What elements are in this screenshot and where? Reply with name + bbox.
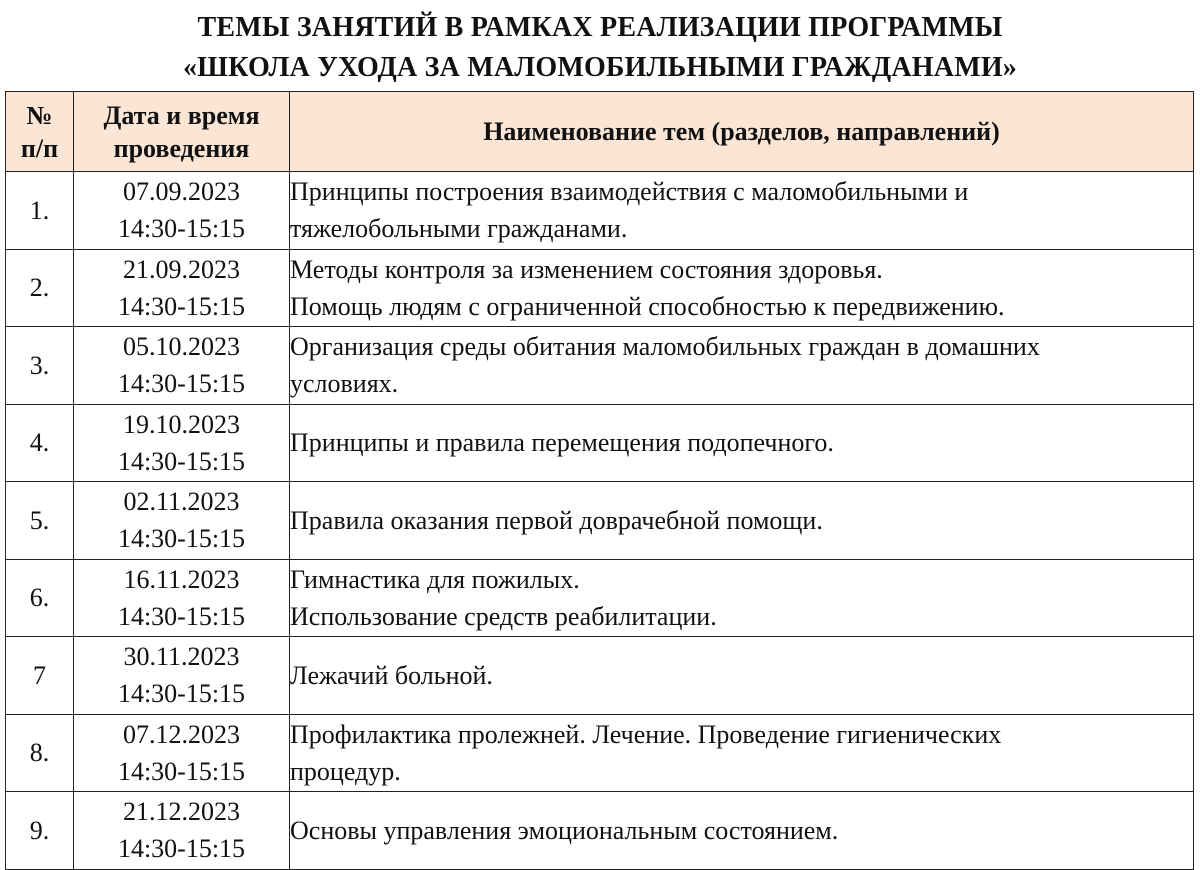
row-time: 14:30-15:15 <box>117 446 246 476</box>
row-topic <box>290 482 1194 560</box>
row-number: 2. <box>6 249 74 327</box>
row-datetime <box>74 714 290 792</box>
table-row <box>6 637 1194 715</box>
row-time: 14:30-15:15 <box>117 369 246 399</box>
row-date: 07.12.2023 <box>123 719 240 749</box>
row-date: 19.10.2023 <box>123 409 240 439</box>
row-topic-line-1: Принципы и правила перемещения подопечного. <box>290 428 834 458</box>
row-topic-line-1: Лежачий больной. <box>290 660 493 690</box>
row-datetime <box>74 172 290 250</box>
row-datetime <box>74 637 290 715</box>
row-number: 8. <box>6 714 74 792</box>
table-row <box>6 714 1194 792</box>
row-topic <box>290 249 1194 327</box>
row-date: 21.09.2023 <box>123 254 240 284</box>
table-row <box>6 792 1194 870</box>
row-topic <box>290 404 1194 482</box>
table-body <box>6 172 1194 870</box>
document-title <box>0 8 1200 88</box>
row-number: 6. <box>6 559 74 637</box>
header-date <box>74 92 290 172</box>
row-date: 05.10.2023 <box>123 332 240 362</box>
row-topic-line-1: Методы контроля за изменением состояния здоровья. <box>290 254 883 284</box>
header-number <box>6 92 74 172</box>
row-date: 07.09.2023 <box>123 177 240 207</box>
table-row <box>6 482 1194 560</box>
row-topic <box>290 714 1194 792</box>
table-row <box>6 327 1194 405</box>
row-number: 4. <box>6 404 74 482</box>
row-topic <box>290 172 1194 250</box>
header-date-line-1: Дата и время <box>103 100 260 130</box>
row-topic-line-1: Организация среды обитания маломобильных граждан в домашних <box>290 332 1040 362</box>
row-datetime <box>74 327 290 405</box>
row-topic-line-1: Основы управления эмоциональным состоянием. <box>290 815 839 845</box>
row-number: 7 <box>6 637 74 715</box>
table-row <box>6 172 1194 250</box>
row-date: 21.12.2023 <box>123 797 240 827</box>
row-topic <box>290 792 1194 870</box>
row-topic-line-1: Правила оказания первой доврачебной помощи. <box>290 505 823 535</box>
row-time: 14:30-15:15 <box>117 214 246 244</box>
row-time: 14:30-15:15 <box>117 601 246 631</box>
row-date: 16.11.2023 <box>123 564 240 594</box>
row-time: 14:30-15:15 <box>117 756 246 786</box>
header-number-line-1: № <box>26 100 53 130</box>
row-date: 02.11.2023 <box>123 487 240 517</box>
row-topic-line-2: условиях. <box>290 369 399 399</box>
topics-table <box>5 91 1194 870</box>
row-number: 1. <box>6 172 74 250</box>
row-time: 14:30-15:15 <box>117 291 246 321</box>
row-datetime <box>74 404 290 482</box>
row-topic-line-2: Использование средств реабилитации. <box>290 601 717 631</box>
row-number: 5. <box>6 482 74 560</box>
row-topic <box>290 637 1194 715</box>
row-time: 14:30-15:15 <box>117 834 246 864</box>
header-number-line-2: п/п <box>20 133 59 163</box>
row-topic-line-1: Принципы построения взаимодействия с маломобильными и <box>290 177 969 207</box>
row-datetime <box>74 482 290 560</box>
table-header-row <box>6 92 1194 172</box>
row-datetime <box>74 249 290 327</box>
row-time: 14:30-15:15 <box>117 679 246 709</box>
row-time: 14:30-15:15 <box>117 524 246 554</box>
row-date: 30.11.2023 <box>123 642 240 672</box>
row-datetime <box>74 559 290 637</box>
row-datetime <box>74 792 290 870</box>
title-line-2: «ШКОЛА УХОДА ЗА МАЛОМОБИЛЬНЫМИ ГРАЖДАНАМИ» <box>182 52 1018 83</box>
table-row <box>6 249 1194 327</box>
row-topic-line-2: тяжелобольными гражданами. <box>290 214 628 244</box>
table-row <box>6 404 1194 482</box>
row-topic-line-1: Гимнастика для пожилых. <box>290 564 580 594</box>
row-topic-line-2: Помощь людям с ограниченной способностью к передвижению. <box>290 291 1005 321</box>
header-date-line-2: проведения <box>113 133 250 163</box>
row-number: 9. <box>6 792 74 870</box>
title-line-1: ТЕМЫ ЗАНЯТИЙ В РАМКАХ РЕАЛИЗАЦИИ ПРОГРАММЫ <box>197 12 1003 43</box>
row-number: 3. <box>6 327 74 405</box>
row-topic-line-2: процедур. <box>290 756 401 786</box>
table-row <box>6 559 1194 637</box>
row-topic-line-1: Профилактика пролежней. Лечение. Проведение гигиенических <box>290 719 1002 749</box>
row-topic <box>290 559 1194 637</box>
header-topic: Наименование тем (разделов, направлений) <box>290 92 1194 172</box>
row-topic <box>290 327 1194 405</box>
